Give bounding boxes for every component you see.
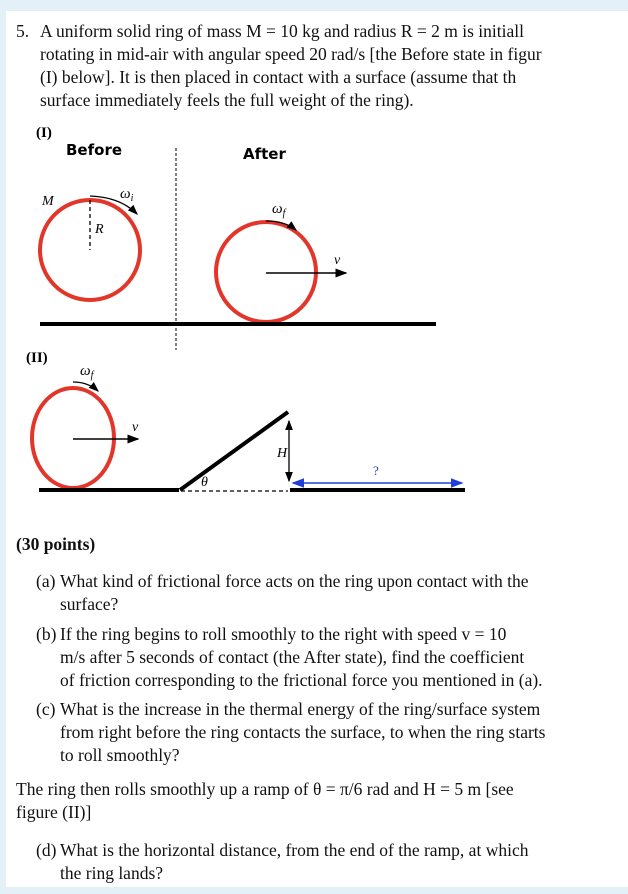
question-c xyxy=(60,698,545,767)
angle-label: θ xyxy=(201,475,208,490)
after-title: After xyxy=(243,145,286,163)
question-a-label: (a) xyxy=(36,571,56,591)
ramp-line: figure (II)] xyxy=(16,802,92,822)
intro-line: A uniform solid ring of mass M = 10 kg and radius R = 2 m is initiall xyxy=(40,21,524,41)
velocity-label: v xyxy=(334,253,341,268)
question-line: from right before the ring contacts the surface, to when the ring starts xyxy=(60,722,546,742)
velocity-label: v xyxy=(132,420,139,435)
before-title: Before xyxy=(66,141,123,159)
ramp-paragraph xyxy=(16,778,514,824)
question-b xyxy=(60,623,543,692)
intro-line: (I) below]. It is then placed in contact with a surface (assume that th xyxy=(40,67,517,87)
question-line: surface? xyxy=(60,594,119,614)
question-b-label: (b) xyxy=(36,624,57,644)
figure-2-label: (II) xyxy=(26,350,48,366)
question-line: of friction corresponding to the frictional force you mentioned in (a). xyxy=(60,670,543,690)
landing-distance-label: ? xyxy=(373,463,379,478)
question-d xyxy=(60,839,528,885)
points-label xyxy=(16,533,95,556)
figure-2 xyxy=(26,350,465,491)
question-d-label: (d) xyxy=(36,840,57,860)
ring-rolling xyxy=(32,388,114,488)
figure-1-label: (I) xyxy=(36,125,52,141)
radius-label: R xyxy=(95,222,104,237)
intro-line: rotating in mid-air with angular speed 20 rad/s [the Before state in figur xyxy=(40,44,542,64)
question-line: What is the horizontal distance, from the end of the ramp, at which xyxy=(60,840,529,860)
question-line: What kind of frictional force acts on the ring upon contact with the xyxy=(60,571,529,591)
question-line: m/s after 5 seconds of contact (the After state), find the coefficient xyxy=(60,647,525,667)
question-line: If the ring begins to roll smoothly to the right with speed v = 10 xyxy=(60,624,507,644)
ring-after xyxy=(216,222,316,322)
points-text: (30 points) xyxy=(16,534,96,554)
question-line: to roll smoothly? xyxy=(60,745,180,765)
omega-i-label: $\omega_i$ xyxy=(120,186,134,204)
height-label: H xyxy=(277,446,288,461)
question-c-label: (c) xyxy=(36,699,56,719)
ramp xyxy=(180,412,288,490)
omega-f-label: $\omega_f$ xyxy=(272,201,286,219)
intro-line: surface immediately feels the full weight of the ring). xyxy=(40,90,414,110)
problem-number-text: 5. xyxy=(16,21,30,41)
figure-1 xyxy=(36,125,436,350)
mass-label: M xyxy=(42,194,54,209)
question-line: What is the increase in the thermal energy of the ring/surface system xyxy=(60,699,541,719)
question-line: the ring lands? xyxy=(60,863,164,883)
question-a xyxy=(60,570,528,616)
omega-f-label: $\omega_f$ xyxy=(80,363,94,381)
ramp-line: The ring then rolls smoothly up a ramp of θ = π/6 rad and H = 5 m [see xyxy=(16,779,514,799)
document-page xyxy=(6,11,628,887)
